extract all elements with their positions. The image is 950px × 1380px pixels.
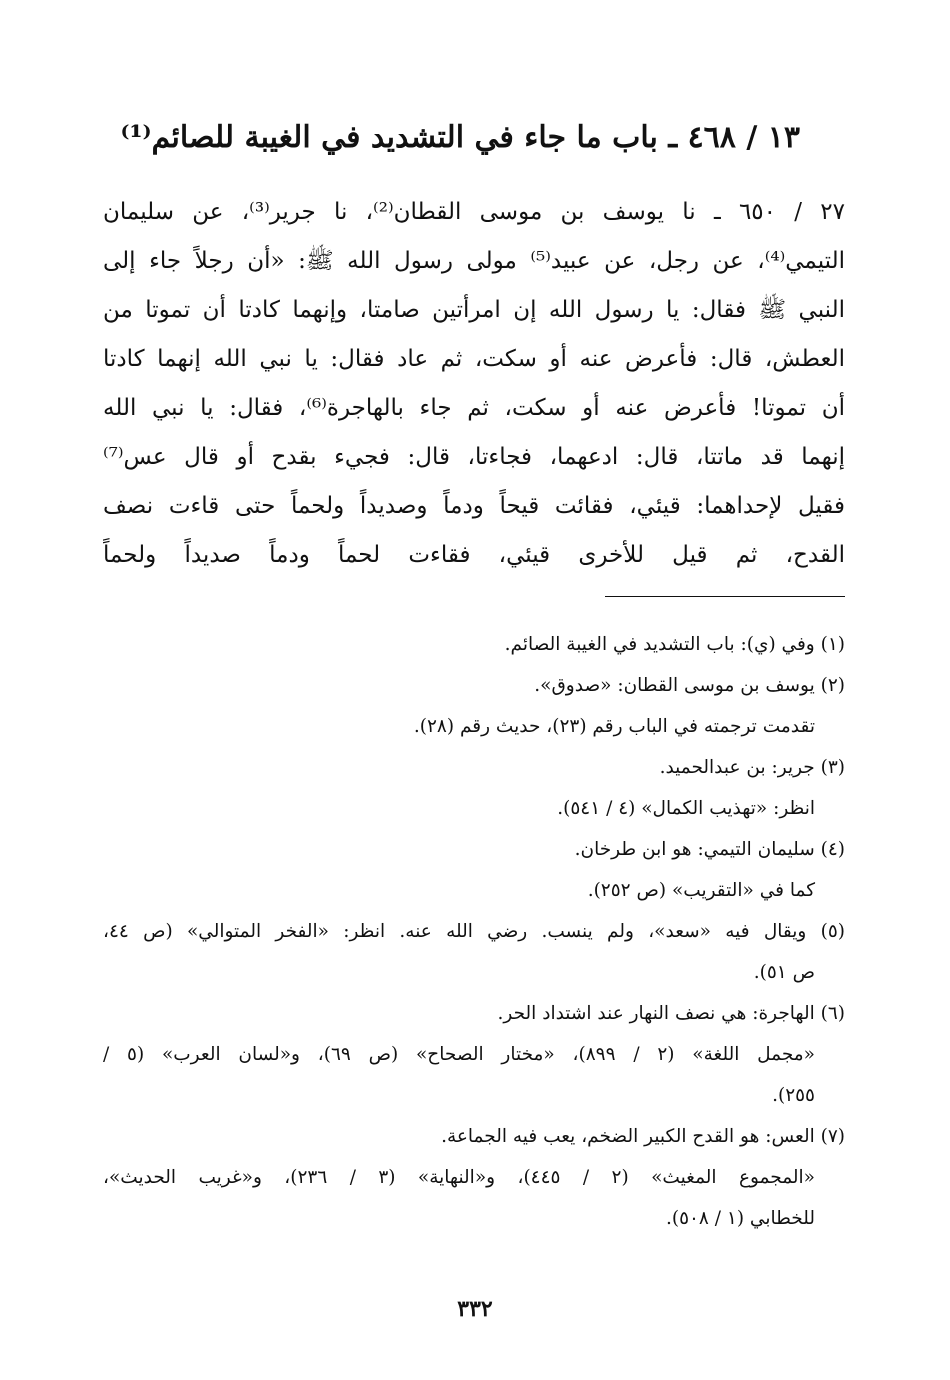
footnote-line: (٣) جرير: بن عبدالحميد. <box>659 757 845 778</box>
footnote-line: انظر: «تهذيب الكمال» (٤ / ٥٤١). <box>557 798 815 819</box>
footnote-line: (٤) سليمان التيمي: هو ابن طرخان. <box>574 839 845 860</box>
chapter-title: ١٣ / ٤٦٨ ـ باب ما جاء في التشديد في الغيبة للصائم⁽¹⁾ <box>120 120 800 155</box>
text-line: القدح، ثم قيل للأخرى قيئي، فقاءت لحماً ودماً صديداً ولحماً <box>103 542 845 568</box>
text-line: ٢٧ / ٦٥٠ ـ نا يوسف بن موسى القطان⁽²⁾، نا جرير⁽³⁾، عن سليمان <box>103 199 845 225</box>
footnote-line: «مجمل اللغة» (٢ / ٨٩٩)، «مختار الصحاح» (ص ٦٩)، و«لسان العرب» (٥ / <box>103 1044 815 1065</box>
footnote-line: (٦) الهاجرة: هي نصف النهار عند اشتداد الحر. <box>497 1003 845 1024</box>
text-line: فقيل لإحداهما: قيئي، فقائت قيحاً ودماً وصديداً ولحماً حتى قاءت نصف <box>103 493 845 519</box>
text-line: النبي ﷺ فقال: يا رسول الله إن امرأتين صامتا، وإنهما كادتا أن تموتا من <box>103 297 845 323</box>
footnote-line: تقدمت ترجمته في الباب رقم (٢٣)، حديث رقم (٢٨). <box>413 716 815 737</box>
footnote-line: (٥) ويقال فيه «سعد»، ولم ينسب. رضي الله عنه. انظر: «الفخر المتوالي» (ص ٤٤، <box>103 921 845 942</box>
footnote-divider <box>605 596 845 597</box>
footnote-line: (١) وفي (ي): باب التشديد في الغيبة الصائم. <box>504 634 845 655</box>
footnote-line: (٢) يوسف بن موسى القطان: «صدوق». <box>534 675 845 696</box>
footnote-line: ص ٥١). <box>753 962 815 983</box>
text-line: التيمي⁽⁴⁾، عن رجل، عن عبيد⁽⁵⁾ مولى رسول الله ﷺ: «أن رجلاً جاء إلى <box>103 248 845 274</box>
footnotes <box>103 624 845 1239</box>
footnote-line: «المجموع المغيث» (٢ / ٤٤٥)، و«النهاية» (٣ / ٢٣٦)، و«غريب الحديث»، <box>103 1167 815 1188</box>
text-line: أن تموتا! فأعرض عنه أو سكت، ثم جاء بالهاجرة⁽⁶⁾، فقال: يا نبي الله <box>103 395 845 421</box>
footnote-line: (٧) العس: هو القدح الكبير الضخم، يعب فيه الجماعة. <box>441 1126 845 1147</box>
text-line: العطش، قال: فأعرض عنه أو سكت، ثم عاد فقال: يا نبي الله إنهما كادتا <box>103 346 845 372</box>
hadith-text <box>103 188 845 580</box>
footnote-line: كما في «التقريب» (ص ٢٥٢). <box>587 880 815 901</box>
text-line: إنهما قد ماتتا، قال: ادعهما، فجاءتا، قال: فجيء بقدح أو قال عس⁽⁷⁾ <box>103 444 845 470</box>
footnote-line: ٢٥٥). <box>772 1085 815 1106</box>
page-number: ٣٣٢ <box>457 1296 493 1322</box>
footnote-line: للخطابي (١ / ٥٠٨). <box>665 1208 815 1229</box>
